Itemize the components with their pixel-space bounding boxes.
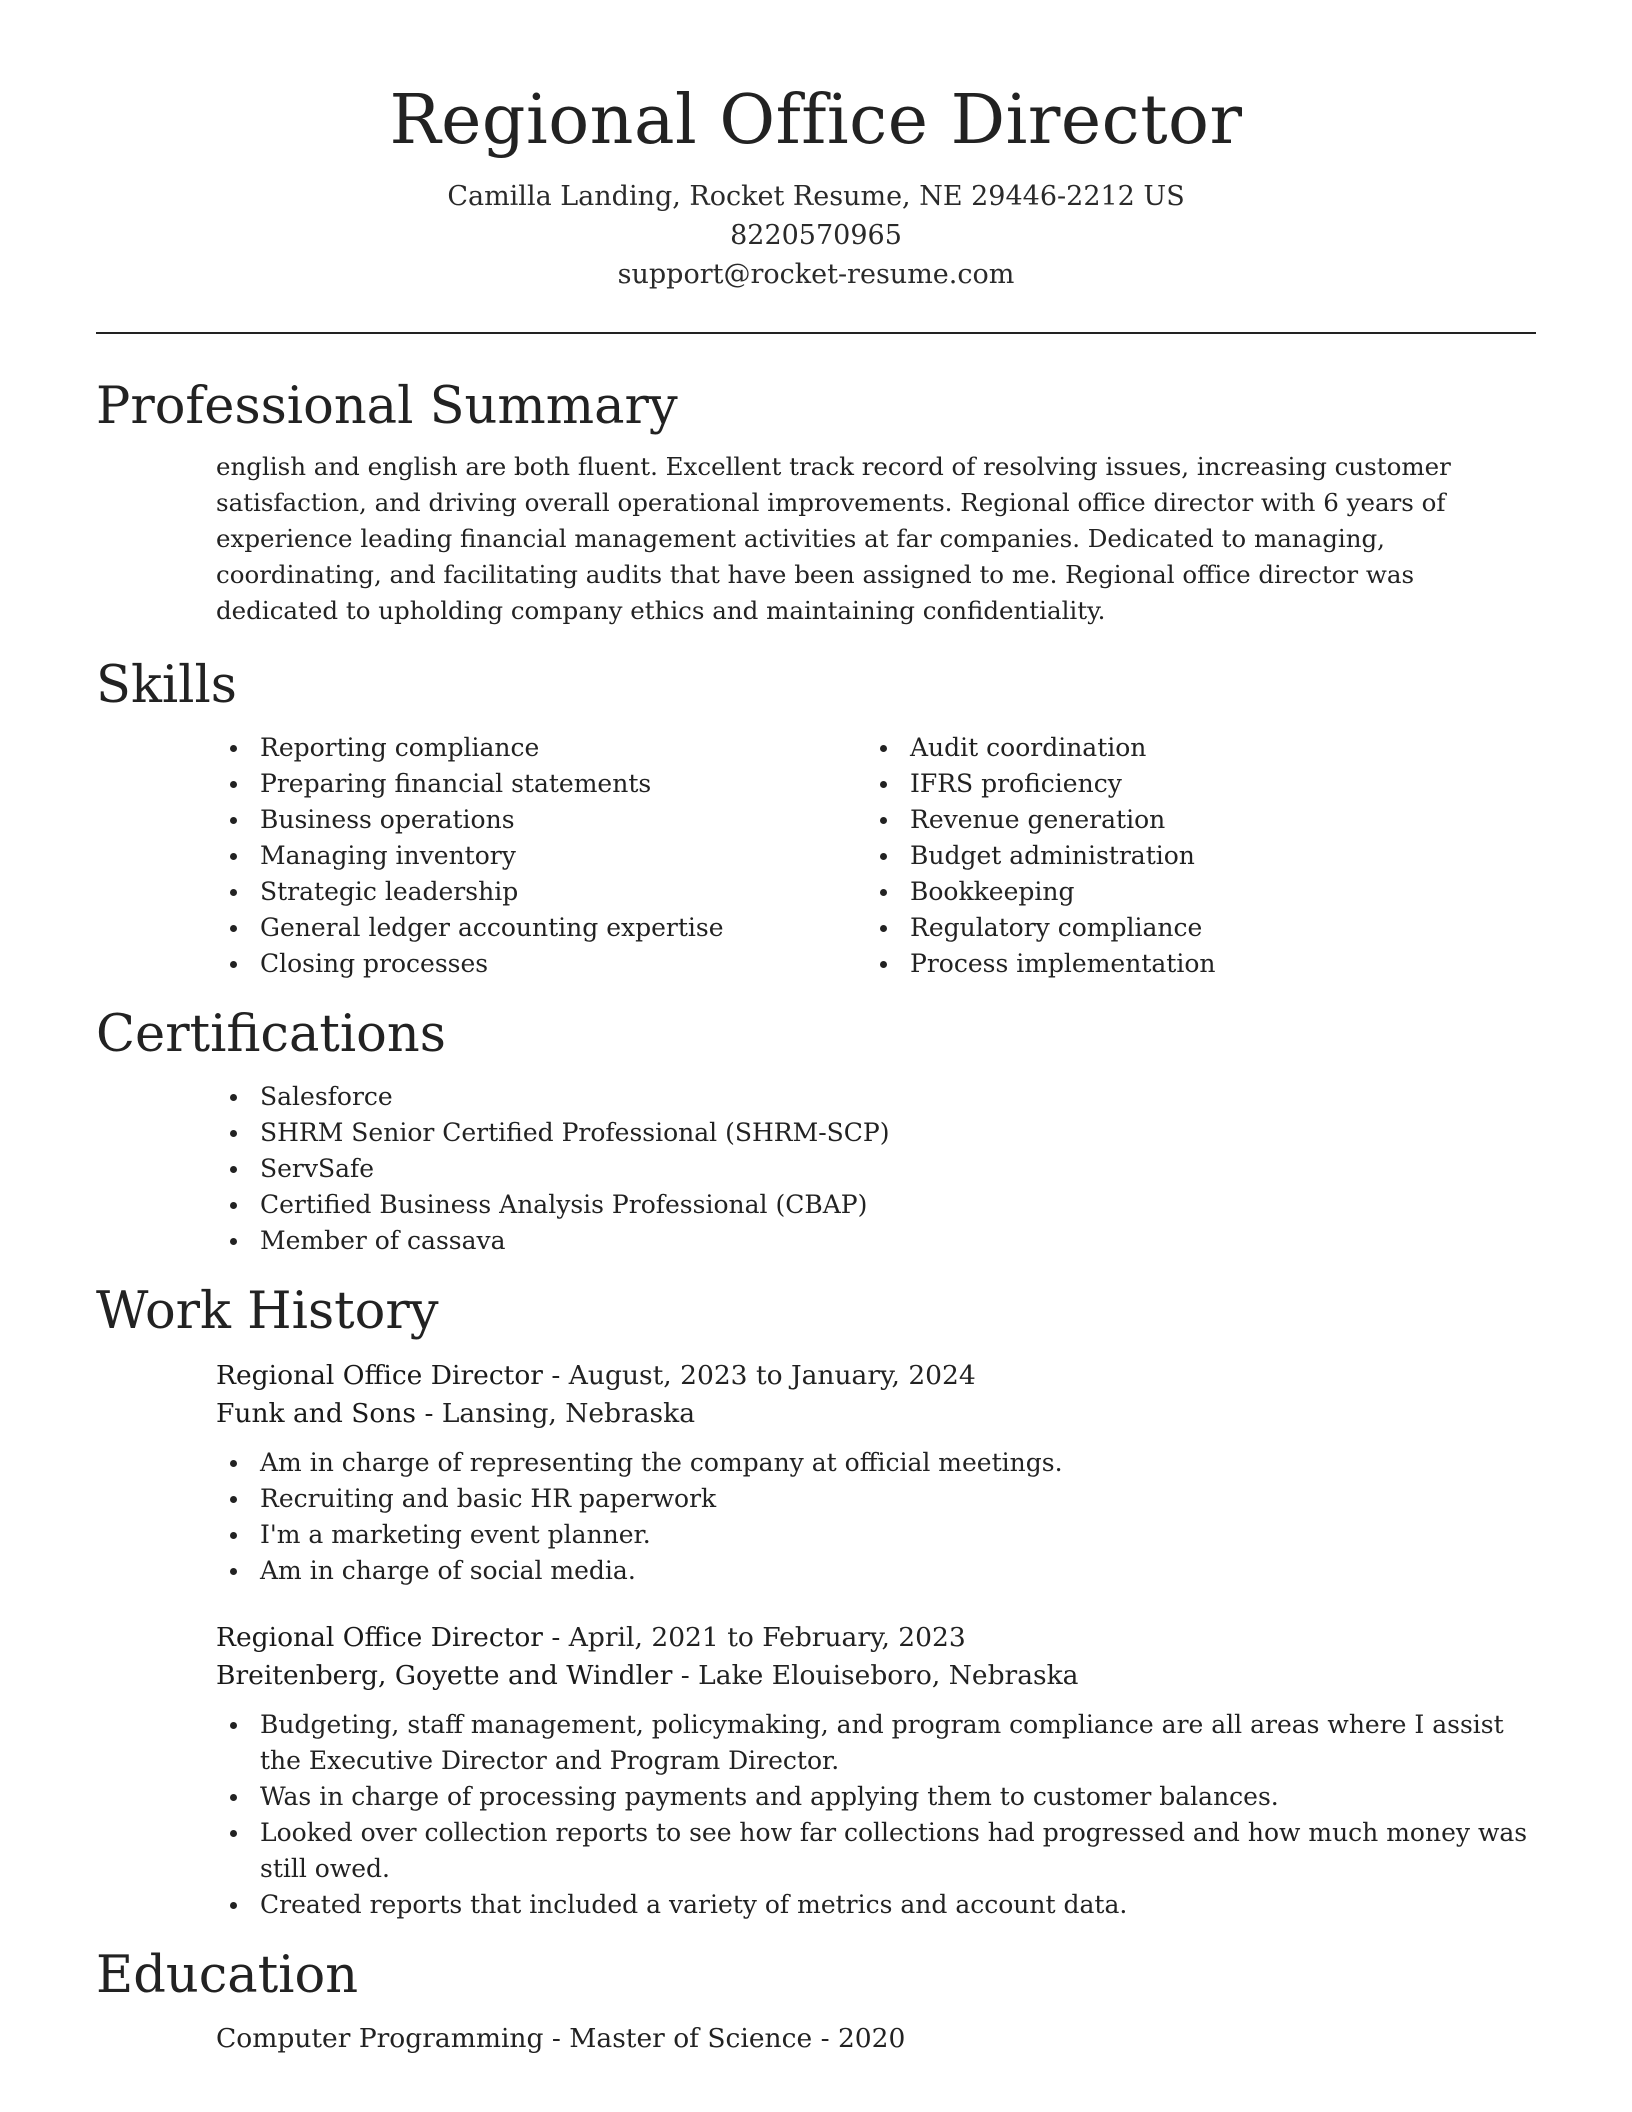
education-section: [96, 1945, 1536, 2058]
job-duty-item: Am in charge of social media.: [216, 1553, 1536, 1589]
job-duties: [216, 1445, 1536, 1589]
job-dates: - April, 2021 to February, 2023: [542, 1621, 966, 1653]
header-divider: [96, 332, 1536, 334]
skill-item: IFRS proficiency: [866, 766, 1516, 802]
job-company-line: [216, 1395, 1536, 1433]
skill-item: Managing inventory: [216, 838, 866, 874]
resume-title: Regional Office Director: [389, 81, 1243, 160]
skill-item: Closing processes: [216, 946, 866, 982]
summary-heading: Professional Summary: [96, 376, 678, 436]
skill-item: Revenue generation: [866, 802, 1516, 838]
skill-item: Budget administration: [866, 838, 1516, 874]
skills-heading: Skills: [96, 655, 237, 715]
skill-item: General ledger accounting expertise: [216, 910, 866, 946]
skill-item: Preparing financial statements: [216, 766, 866, 802]
skill-item: Strategic leadership: [216, 874, 866, 910]
job-location: - Lansing, Nebraska: [416, 1397, 696, 1429]
skills-column-right: [866, 730, 1516, 982]
resume-header: [96, 0, 1536, 334]
skill-item: Bookkeeping: [866, 874, 1516, 910]
skill-item: Audit coordination: [866, 730, 1516, 766]
job-title: Regional Office Director: [216, 1621, 543, 1653]
job-duty-item: Recruiting and basic HR paperwork: [216, 1481, 1536, 1517]
job-company-line: [216, 1657, 1536, 1695]
job-company: Funk and Sons: [216, 1397, 417, 1429]
job-title: Regional Office Director: [216, 1359, 543, 1391]
contact-email: support@rocket-resume.com: [617, 258, 1015, 290]
job-location: - Lake Elouiseboro, Nebraska: [672, 1659, 1079, 1691]
skills-column-left: [216, 730, 866, 982]
certifications-section: [96, 1004, 1536, 1259]
skill-item: Reporting compliance: [216, 730, 866, 766]
skills-grid: [96, 730, 1536, 982]
job-duty-item: Created reports that included a variety of metrics and account data.: [216, 1887, 1536, 1923]
summary-section: [96, 376, 1536, 629]
job-duty-item: Am in charge of representing the company at official meetings.: [216, 1445, 1536, 1481]
job-dates: - August, 2023 to January, 2024: [542, 1359, 976, 1391]
job-duties: [216, 1707, 1536, 1923]
summary-body: [96, 449, 1536, 629]
job-title-line: [216, 1357, 1536, 1395]
job-duty-item: Budgeting, staff management, policymaking, and program compliance are all areas where I assist the Executive Director and Program Director.: [216, 1707, 1536, 1779]
certification-item: SHRM Senior Certified Professional (SHRM-SCP): [216, 1115, 1536, 1151]
work-history-body: [96, 1357, 1536, 1923]
summary-text: english and english are both fluent. Excellent track record of resolving issues, increasing customer satisfaction, and driving overall operational improvements. Regional office director with 6 years of experience leading financial management activities at far companies. Dedicated to managing, coordinating, and facilitating audits that have been assigned to me. Regional office director was dedicated to upholding company ethics and maintaining confidentiality.: [216, 451, 1451, 625]
job-title-line: [216, 1619, 1536, 1657]
contact-address: Camilla Landing, Rocket Resume, NE 29446-2212 US: [447, 180, 1185, 212]
skill-item: Business operations: [216, 802, 866, 838]
job-entry: [216, 1357, 1536, 1589]
skill-item: Process implementation: [866, 946, 1516, 982]
certifications-heading: Certifications: [96, 1005, 446, 1065]
certification-item: Salesforce: [216, 1079, 1536, 1115]
certifications-body: [96, 1079, 1536, 1259]
certification-item: Member of cassava: [216, 1223, 1536, 1259]
education-body: [96, 2020, 1536, 2058]
education-entry: Computer Programming - Master of Science - 2020: [216, 2022, 906, 2054]
certification-item: ServSafe: [216, 1151, 1536, 1187]
certification-item: Certified Business Analysis Professional (CBAP): [216, 1187, 1536, 1223]
job-company: Breitenberg, Goyette and Windler: [216, 1659, 673, 1691]
job-duty-item: Was in charge of processing payments and applying them to customer balances.: [216, 1779, 1536, 1815]
job-duty-item: Looked over collection reports to see how far collections had progressed and how much money was still owed.: [216, 1815, 1536, 1887]
contact-phone: 8220570965: [730, 219, 902, 251]
skill-item: Regulatory compliance: [866, 910, 1516, 946]
work-history-section: [96, 1281, 1536, 1922]
skills-section: [96, 655, 1536, 982]
job-duty-item: I'm a marketing event planner.: [216, 1517, 1536, 1553]
contact-block: [96, 177, 1536, 294]
work-history-heading: Work History: [96, 1282, 439, 1342]
job-entry: [216, 1619, 1536, 1923]
education-heading: Education: [96, 1945, 359, 2005]
